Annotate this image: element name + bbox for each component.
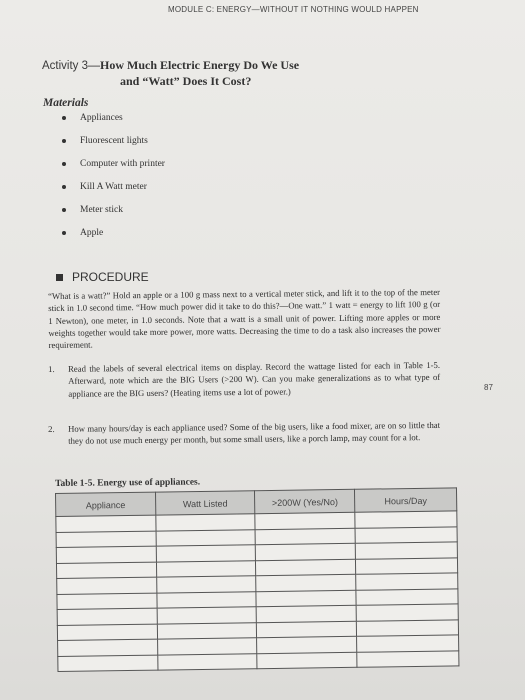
table-body [56,511,459,672]
bullet-icon [62,162,66,166]
table-cell [257,621,357,638]
activity-title-line2: and “Watt” Does It Cost? [120,74,252,88]
bullet-icon [62,208,66,212]
column-header-appliance: Appliance [56,492,156,516]
procedure-intro: “What is a watt?” Hold an apple or a 100 g mass next to a vertical meter stick, and lift it to the top of the meter stick in 1.0 second time. “How much power did it take to do this?—One watt.” 1 watt = energy to lift 100 g (or 1 Newton), one meter, in 1.0 seconds. Note that a watt is a small unit of power. Lifting more apples or more weights together would take more power, more watts. Decreasing the time to do a task also increases the power requirement. [48,286,441,351]
list-item: Kill A Watt meter [60,180,165,203]
running-head: MODULE C: ENERGY—WITHOUT IT NOTHING WOULD HAPPEN [168,5,419,14]
table-cell [56,546,156,563]
column-header-over-200w: >200W (Yes/No) [255,489,355,513]
table-cell [355,526,457,543]
list-item: Appliances [60,111,165,134]
table-cell [356,588,458,605]
table-cell [357,635,459,652]
table-cell [57,577,157,594]
table-cell [156,529,256,546]
materials-heading: Materials [43,97,89,109]
energy-use-table [55,487,459,672]
table-caption: Table 1-5. Energy use of appliances. [55,477,201,489]
square-bullet-icon [56,274,63,281]
step-text: Read the labels of several electrical items on display. Record the wattage listed for each in Table 1-5. Afterward, note which are the BIG Users (>200 W). Can you make generalizations as to what type of appliance are the BIG users? (Heating items use a lot of power.) [68,359,441,399]
table-cell [57,593,157,610]
table-cell [355,511,457,528]
table-cell [156,545,256,562]
table-cell [357,619,459,636]
step-number: 2. [48,423,55,434]
table-cell [255,512,355,529]
table-cell [356,557,458,574]
activity-title-line1: —How Much Electric Energy Do We Use [88,58,300,72]
table-cell [157,638,257,655]
bullet-icon [62,116,66,120]
table-cell [156,514,256,531]
list-item: Meter stick [60,203,165,226]
materials-list [60,111,165,249]
table-cell [56,515,156,532]
list-item: Apple [60,226,165,249]
table-cell [356,604,458,621]
step-number: 1. [48,363,55,374]
column-header-hours-day: Hours/Day [355,488,457,512]
table-cell [256,559,356,576]
table-cell [257,605,357,622]
activity-title [42,58,382,89]
table-cell [156,576,256,593]
page-number: 87 [484,383,493,392]
table-cell [158,653,258,670]
table-cell [57,608,157,625]
table-cell [255,528,355,545]
table-cell [56,531,156,548]
procedure-step-2 [48,419,440,448]
table-cell [256,574,356,591]
table-cell [257,636,357,653]
procedure-step-1 [48,359,440,400]
step-text: How many hours/day is each appliance used? Some of the big users, like a food mixer, are on so little that they do not use much energy per month, but some small users, like a porch lamp, may count for a lot. [68,419,441,447]
table-cell [355,542,457,559]
bullet-icon [62,139,66,143]
table-cell [58,655,158,672]
column-header-watt-listed: Watt Listed [155,491,255,515]
table-cell [256,543,356,560]
table-cell [56,562,156,579]
table-cell [356,573,458,590]
table-cell [156,560,256,577]
activity-number: Activity 3 [42,60,89,72]
procedure-heading: PROCEDURE [56,270,149,284]
table-cell [157,591,257,608]
table-cell [157,622,257,639]
bullet-icon [62,185,66,189]
table-cell [256,590,356,607]
table-cell [58,639,158,656]
list-item: Computer with printer [60,157,165,180]
bullet-icon [62,231,66,235]
table-cell [357,650,459,667]
list-item: Fluorescent lights [60,134,165,157]
table-cell [157,607,257,624]
table-cell [57,624,157,641]
table-cell [257,652,357,669]
